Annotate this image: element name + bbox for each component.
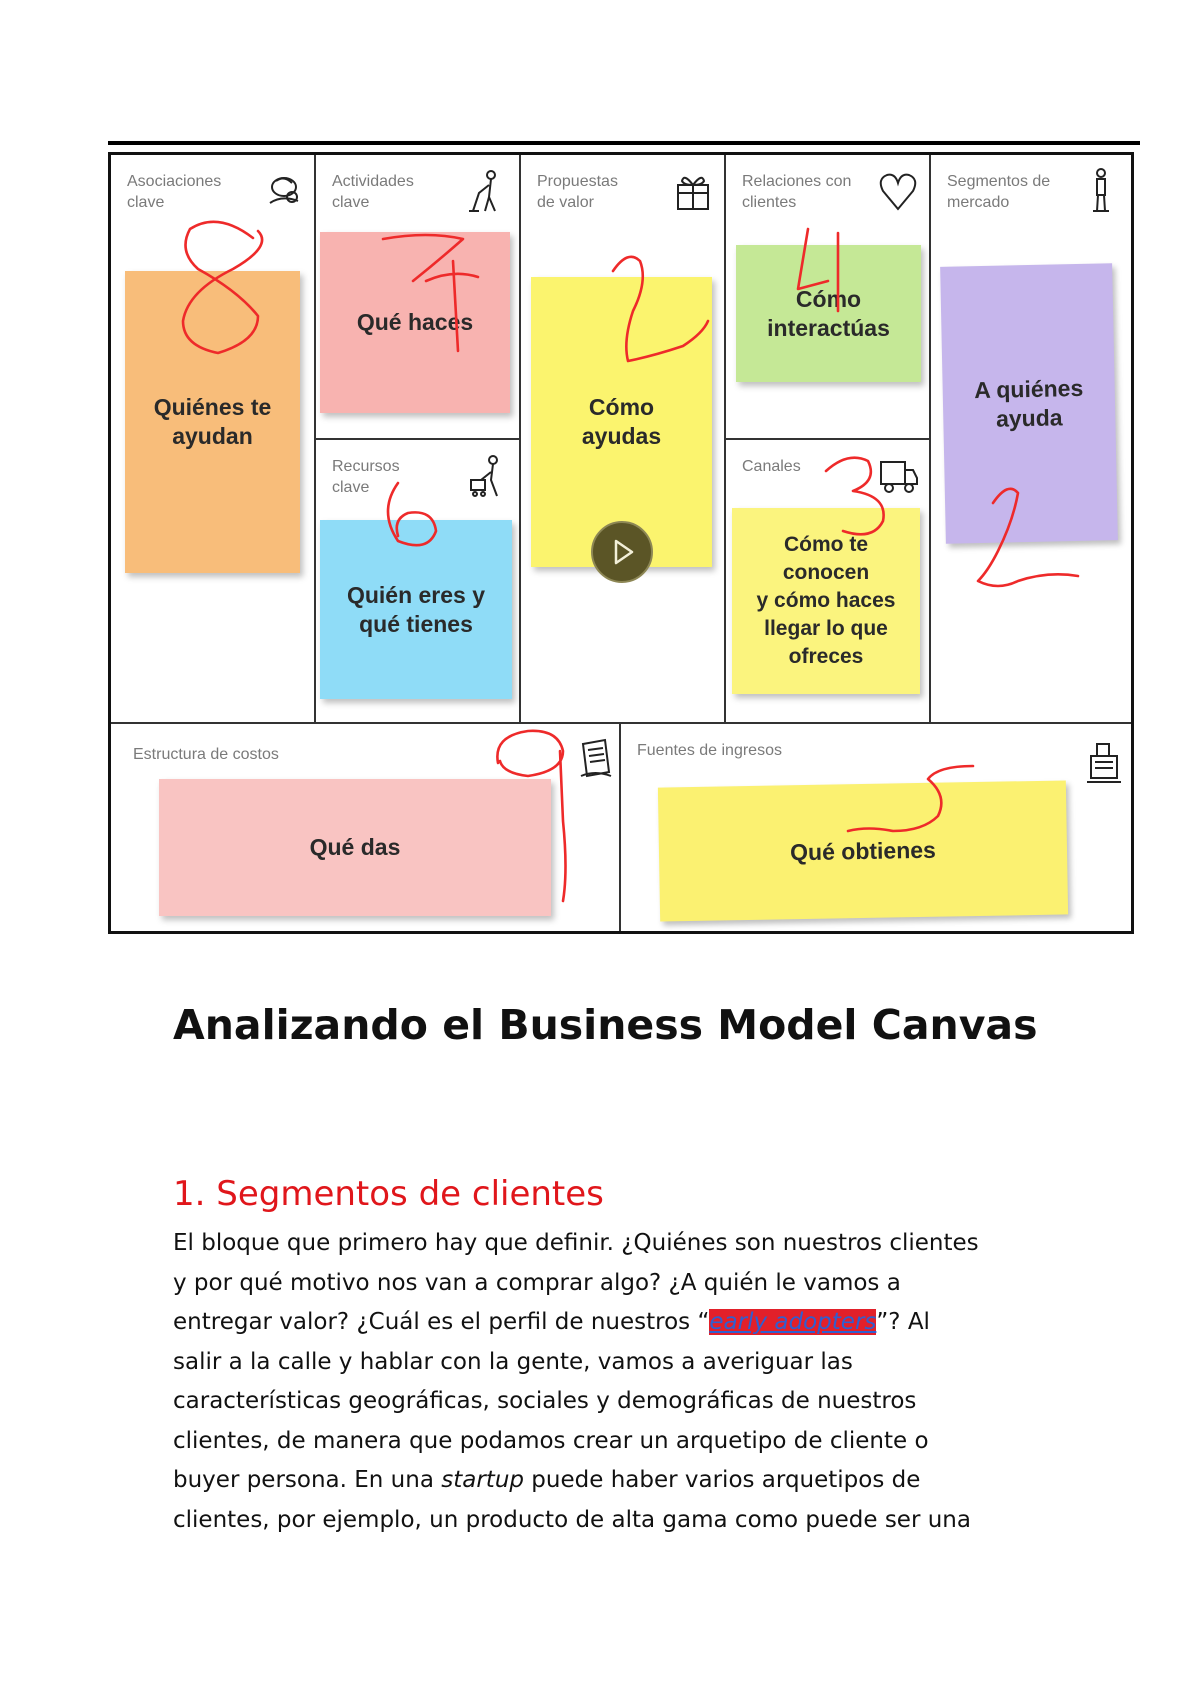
block-propuestas-de-valor [521, 155, 726, 724]
block-label: Segmentos de mercado [947, 173, 1051, 211]
paragraph-line: salir a la calle y hablar con la gente, vamos a averiguar las [173, 1348, 853, 1375]
text-span: entregar valor? ¿Cuál es el perfil de nuestros “ [173, 1309, 710, 1335]
block-canales [726, 440, 931, 724]
handshake-icon [262, 167, 304, 215]
block-label: Asociaciones clave [127, 173, 222, 211]
paragraph-line: El bloque que primero hay que definir. ¿Quiénes son nuestros clientes [173, 1230, 979, 1256]
cash-register-icon [1083, 738, 1125, 786]
section-heading: 1. Segmentos de clientes [173, 1174, 604, 1214]
block-actividades-clave [316, 155, 521, 440]
video-play-button[interactable] [591, 521, 653, 583]
text-span: buyer persona. En una [173, 1467, 442, 1493]
paragraph-line: y por qué motivo nos van a comprar algo? ¿A quién le vamos a [173, 1269, 901, 1296]
early-adopters-link[interactable]: early adopters [709, 1309, 877, 1335]
paragraph-line [173, 1461, 1073, 1501]
business-model-canvas-figure [108, 141, 1140, 938]
block-label: Actividades clave [332, 173, 414, 211]
block-fuentes-de-ingresos [621, 724, 1131, 931]
gift-box-icon [672, 167, 714, 215]
worker-mop-icon [467, 167, 509, 215]
heart-icon [877, 167, 919, 215]
sticky-note: Cómo interactúas [736, 245, 921, 382]
sticky-note: Qué obtienes [658, 780, 1068, 921]
delivery-truck-icon [877, 452, 919, 500]
person-icon [1079, 167, 1121, 215]
paragraph-line: clientes, por ejemplo, un producto de alta gama como puede ser una [173, 1506, 971, 1533]
paragraph-line: características geográficas, sociales y demográficas de nuestros [173, 1388, 917, 1414]
sticky-note: Cómo te conocen y cómo haces llegar lo que ofreces [732, 508, 920, 694]
block-estructura-de-costos [111, 724, 621, 931]
block-label: Canales [742, 458, 801, 475]
play-icon [593, 523, 651, 581]
sticky-note: Qué das [159, 779, 551, 916]
block-recursos-clave [316, 440, 521, 724]
startup-emphasis: startup [441, 1467, 524, 1493]
top-rule [108, 141, 1140, 145]
sticky-note: Quiénes te ayudan [125, 271, 300, 573]
article-title: Analizando el Business Model Canvas [173, 1001, 1038, 1049]
paragraph-line [173, 1303, 1073, 1343]
text-span: puede haber varios arquetipos de [524, 1467, 921, 1493]
block-relaciones-con-clientes [726, 155, 931, 440]
receipt-icon [575, 736, 617, 784]
block-label: Fuentes de ingresos [637, 742, 782, 759]
sticky-note: Quién eres y qué tienes [320, 520, 512, 699]
block-label: Propuestas de valor [537, 173, 618, 211]
person-cart-icon [467, 452, 509, 500]
block-label: Relaciones con clientes [742, 173, 852, 211]
sticky-note: A quiénes ayuda [940, 263, 1118, 544]
body-paragraph [173, 1224, 1073, 1540]
sticky-note: Qué haces [320, 232, 510, 413]
text-span: ”? Al [876, 1309, 930, 1335]
block-label: Estructura de costos [133, 746, 279, 763]
block-asociaciones-clave [111, 155, 316, 724]
block-label: Recursos clave [332, 458, 400, 496]
sticky-note: Cómo ayudas [531, 277, 712, 567]
block-segmentos-de-mercado [931, 155, 1131, 724]
paragraph-line: clientes, de manera que podamos crear un arquetipo de cliente o [173, 1427, 929, 1454]
